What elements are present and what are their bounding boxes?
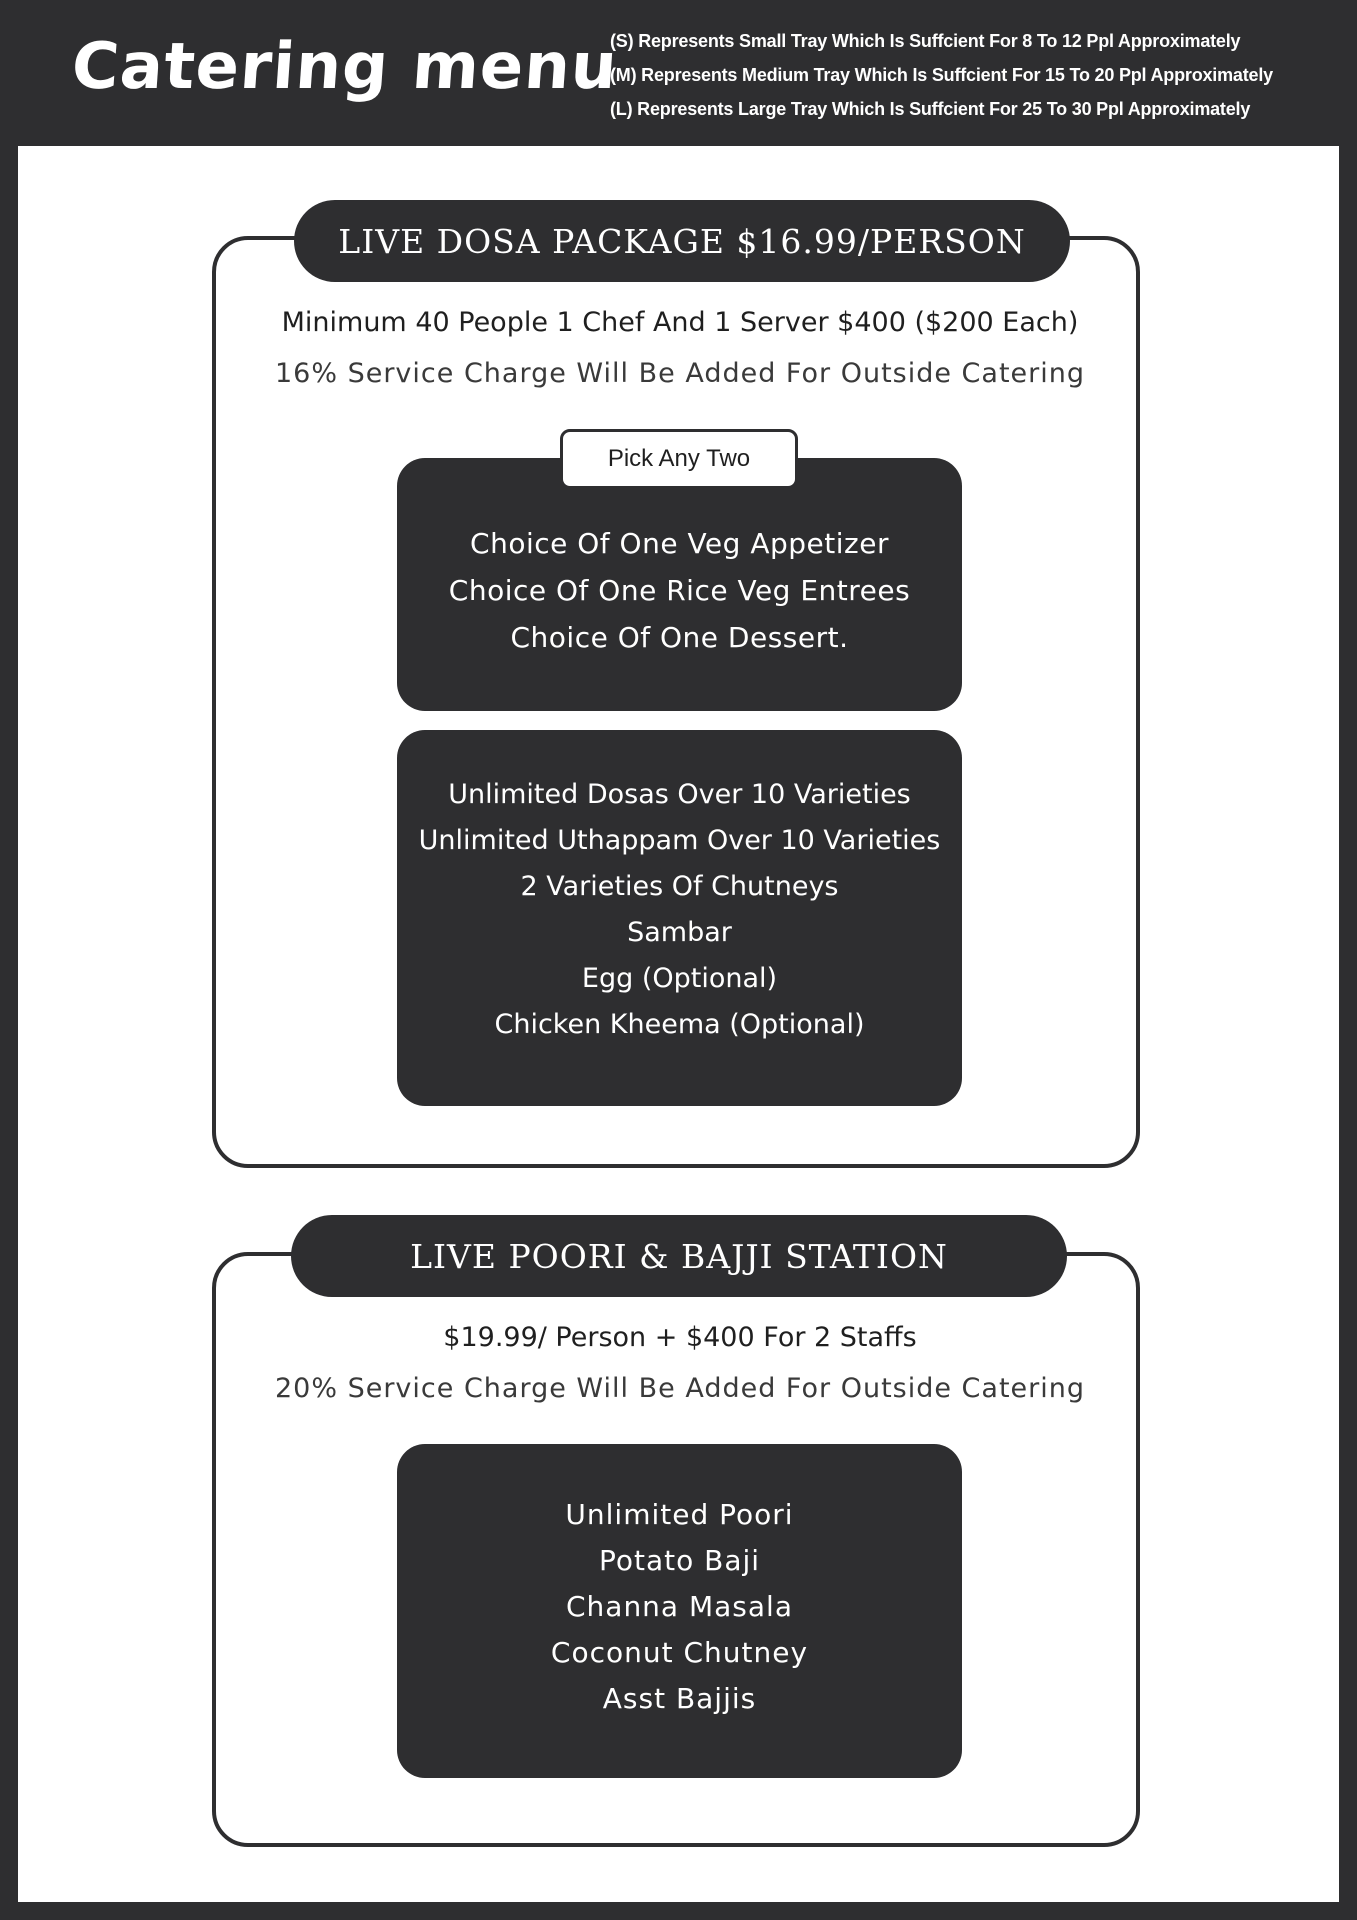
list-item: Unlimited Uthappam Over 10 Varieties	[418, 825, 941, 856]
dosa-service-charge: 16% Service Charge Will Be Added For Outside Catering	[274, 358, 1085, 389]
list-item: Unlimited Dosas Over 10 Varieties	[448, 779, 911, 810]
list-item: Choice Of One Dessert.	[510, 621, 849, 654]
dosa-package-title: LIVE DOSA PACKAGE $16.99/PERSON	[294, 200, 1070, 282]
tray-size-notes	[610, 24, 1273, 126]
list-item: Potato Baji	[598, 1544, 761, 1577]
list-item: Unlimited Poori	[565, 1498, 794, 1531]
list-item: Egg (Optional)	[581, 963, 778, 994]
list-item: Channa Masala	[565, 1590, 793, 1623]
list-item: Choice Of One Rice Veg Entrees	[448, 574, 911, 607]
dosa-choices-box	[397, 458, 962, 711]
poori-station-title: LIVE POORI & BAJJI STATION	[291, 1215, 1067, 1297]
poori-items-box	[397, 1444, 962, 1778]
list-item: Asst Bajjis	[602, 1682, 757, 1715]
tray-note-large: (L) Represents Large Tray Which Is Suffcient For 25 To 30 Ppl Approximately	[610, 99, 1251, 119]
list-item: Sambar	[627, 917, 732, 948]
dosa-items-box	[397, 730, 962, 1106]
header-bar	[0, 0, 1357, 145]
tray-note-medium: (M) Represents Medium Tray Which Is Suffcient For 15 To 20 Ppl Approximately	[610, 65, 1273, 85]
list-item: Choice Of One Veg Appetizer	[470, 527, 889, 560]
menu-title: Catering menu	[69, 30, 621, 104]
poori-service-charge: 20% Service Charge Will Be Added For Outside Catering	[274, 1373, 1085, 1404]
list-item: Coconut Chutney	[550, 1636, 809, 1669]
pick-any-two-tag: Pick Any Two	[560, 429, 798, 489]
tray-note-small: (S) Represents Small Tray Which Is Suffcient For 8 To 12 Ppl Approximately	[610, 31, 1241, 51]
dosa-minimum-text: Minimum 40 People 1 Chef And 1 Server $400 ($200 Each)	[281, 307, 1079, 338]
list-item: Chicken Kheema (Optional)	[494, 1009, 865, 1040]
poori-price-text: $19.99/ Person + $400 For 2 Staffs	[443, 1322, 917, 1353]
list-item: 2 Varieties Of Chutneys	[520, 871, 839, 902]
